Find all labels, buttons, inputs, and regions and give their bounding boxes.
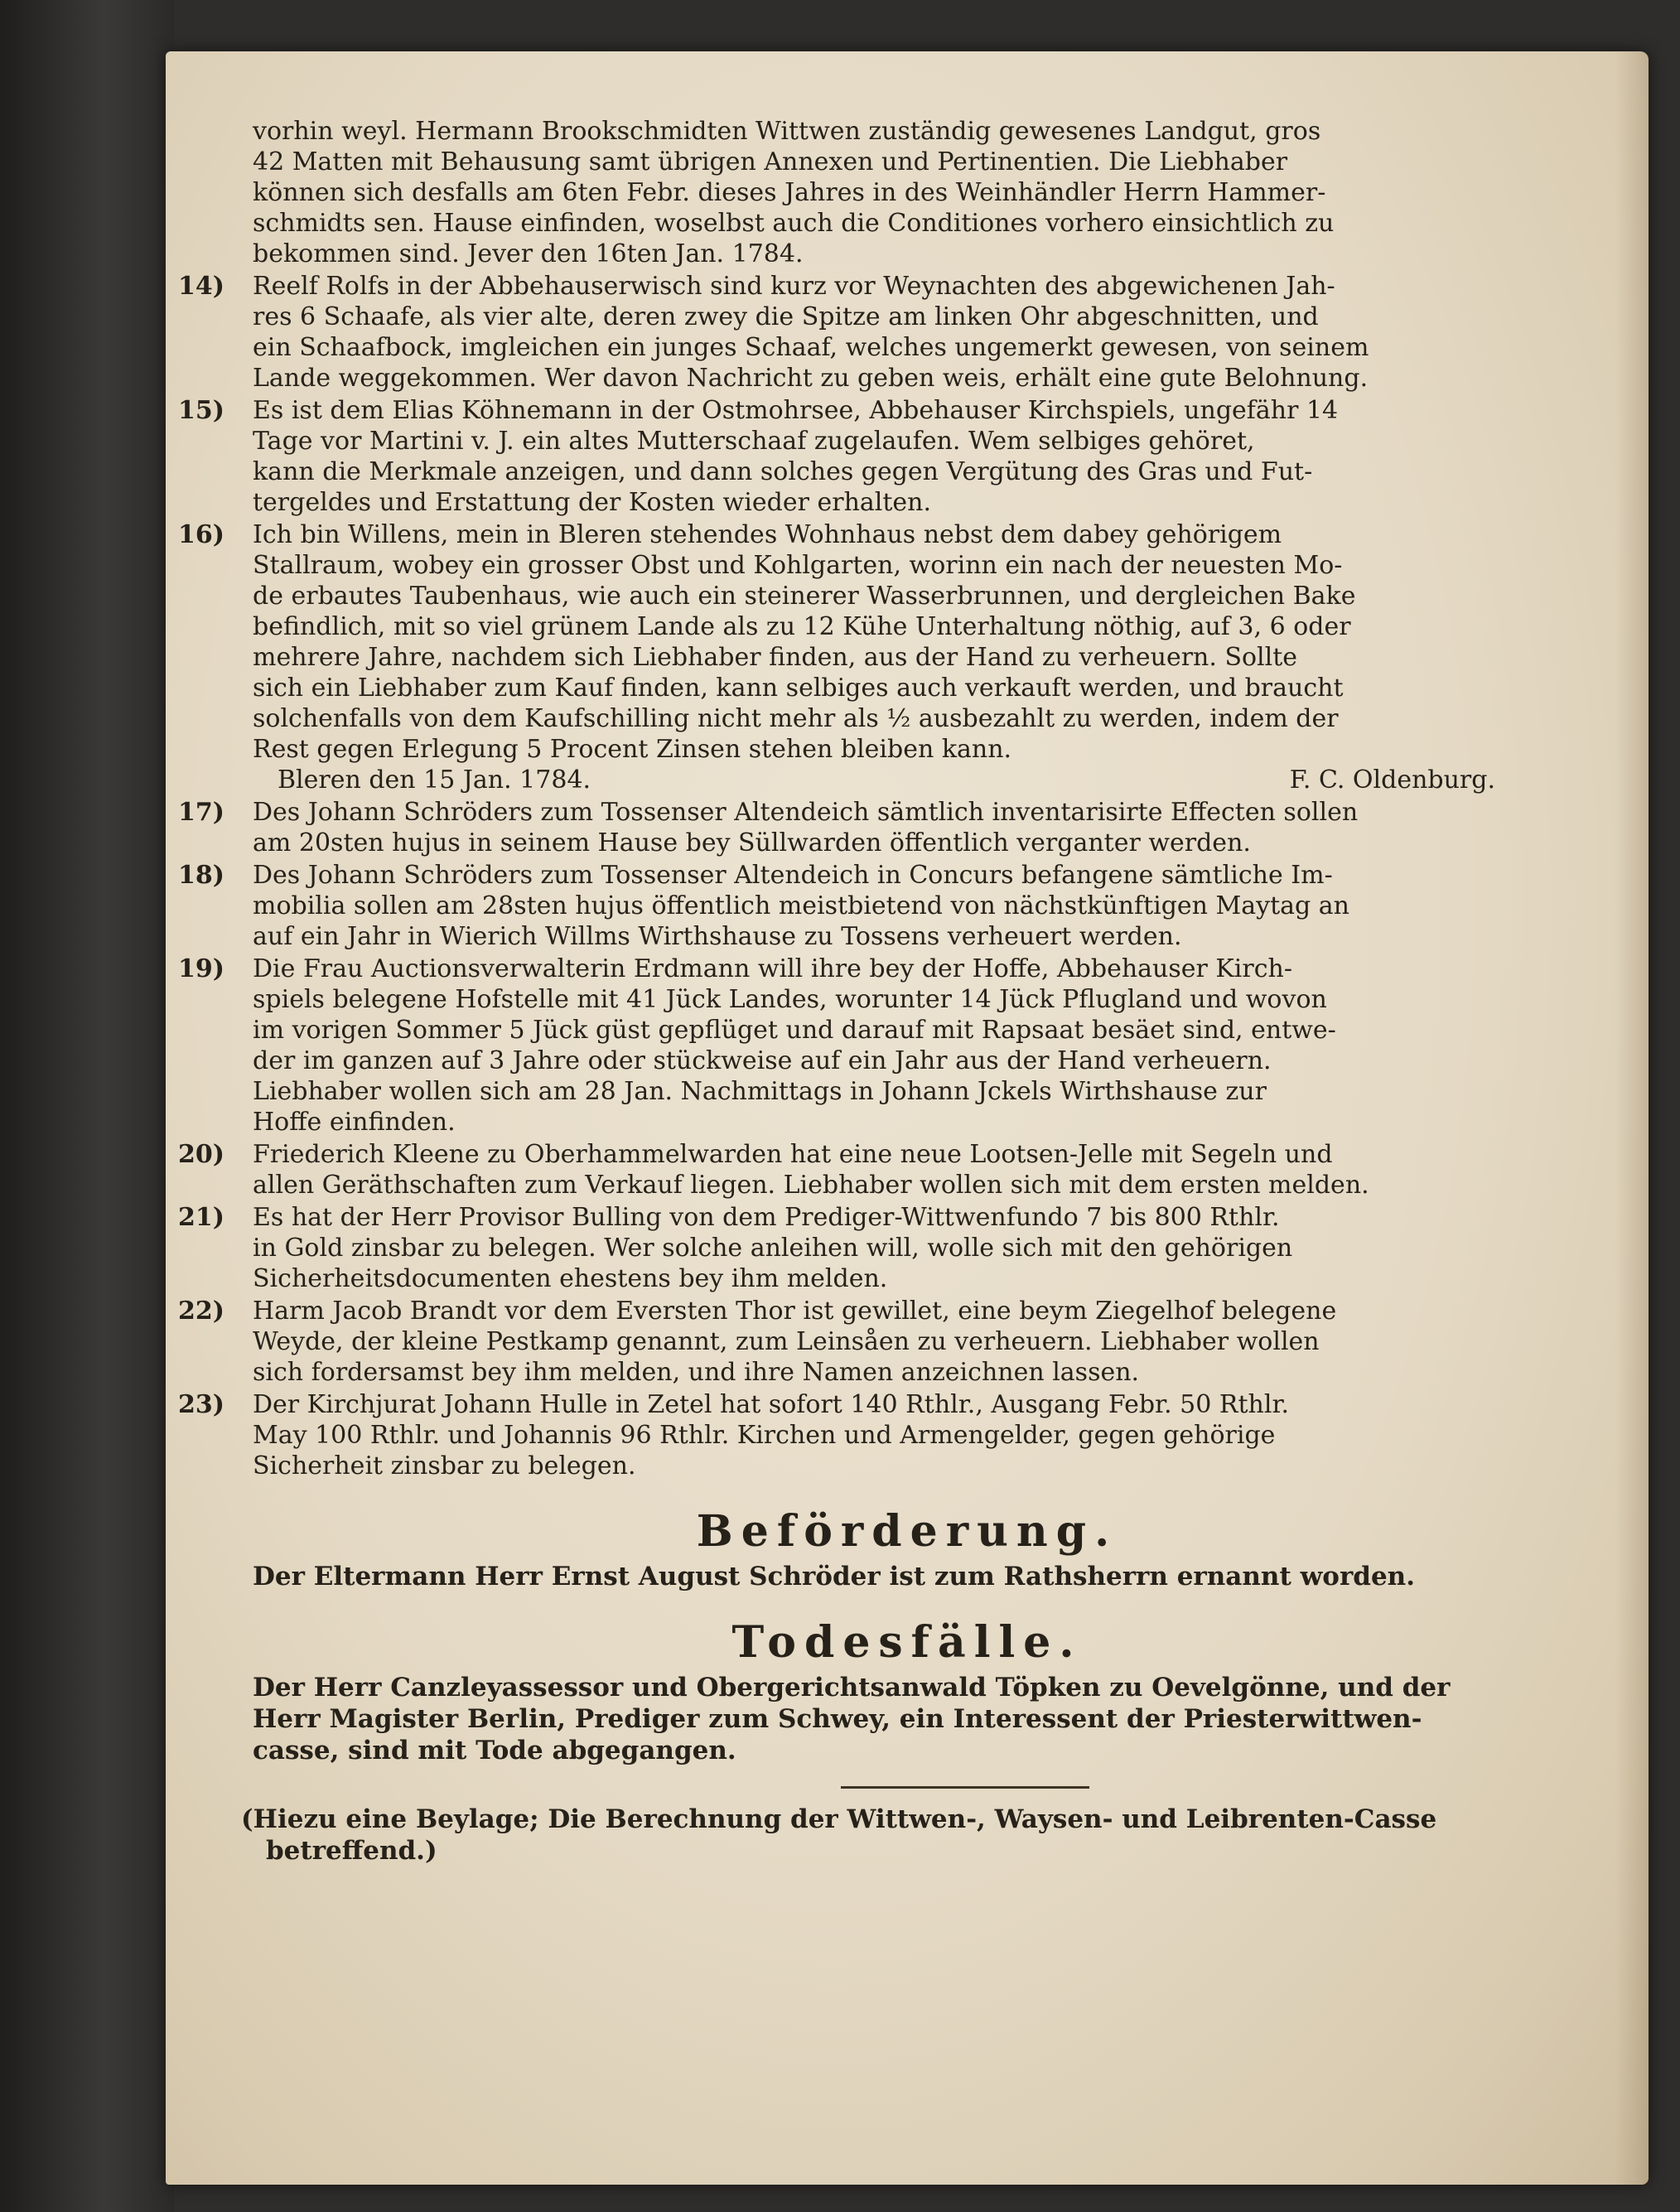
text-line: Friederich Kleene zu Oberhammelwarden hat eine neue Lootsen-Jelle mit Segeln und xyxy=(253,1140,1333,1169)
text-line: Tage vor Martini v. J. ein altes Mutterschaaf zugelaufen. Wem selbiges gehöret, xyxy=(253,427,1255,456)
section-text-deaths xyxy=(253,1672,1562,1766)
signature: F. C. Oldenburg. xyxy=(1289,766,1495,794)
text-line: Ich bin Willens, mein in Bleren stehendes Wohnhaus nebst dem dabey gehörigem xyxy=(253,520,1282,549)
text-line: 42 Matten mit Behausung samt übrigen Annexen und Pertinentien. Die Liebhaber xyxy=(253,147,1288,176)
text-line: Sicherheitsdocumenten ehestens bey ihm melden. xyxy=(253,1264,888,1293)
text-line: sich fordersamst bey ihm melden, und ihre Namen anzeichnen lassen. xyxy=(253,1358,1140,1387)
entry-23 xyxy=(178,1389,1562,1481)
section-heading-promotion: Beförderung. xyxy=(696,1506,1118,1557)
entry-number: 15) xyxy=(178,396,224,425)
text-line: May 100 Rthlr. und Johannis 96 Rthlr. Kirchen und Armengelder, gegen gehörige xyxy=(253,1421,1276,1450)
text-line: bekommen sind. Jever den 16ten Jan. 1784. xyxy=(253,239,804,268)
text-line: Rest gegen Erlegung 5 Procent Zinsen stehen bleiben kann. xyxy=(253,735,1012,764)
text-line: kann die Merkmale anzeigen, und dann solches gegen Vergütung des Gras und Fut- xyxy=(253,457,1313,486)
book-binding xyxy=(0,0,174,2212)
text-line: Harm Jacob Brandt vor dem Eversten Thor ist gewillet, eine beym Ziegelhof belegene xyxy=(253,1297,1337,1326)
supplement-note xyxy=(241,1804,1562,1867)
text-line: Es hat der Herr Provisor Bulling von dem Prediger-Wittwenfundo 7 bis 800 Rthlr. xyxy=(253,1203,1280,1232)
entry-number: 14) xyxy=(178,272,224,301)
entry-22 xyxy=(178,1296,1562,1388)
entry-number: 19) xyxy=(178,954,224,983)
entry-20 xyxy=(178,1139,1562,1200)
entry-number: 23) xyxy=(178,1390,224,1419)
text-line: schmidts sen. Hause einfinden, woselbst auch die Conditiones vorhero einsichtlich zu xyxy=(253,209,1335,238)
text-line: Des Johann Schröders zum Tossenser Altendeich sämtlich inventarisirte Effecten sollen xyxy=(253,798,1359,827)
text-line: im vorigen Sommer 5 Jück güst gepflüget und darauf mit Rapsaat besäet sind, entwe- xyxy=(253,1016,1336,1045)
text-line: mehrere Jahre, nachdem sich Liebhaber finden, aus der Hand zu verheuern. Sollte xyxy=(253,643,1298,672)
text-line: Sicherheit zinsbar zu belegen. xyxy=(253,1451,636,1480)
text-line: vorhin weyl. Hermann Brookschmidten Wittwen zuständig gewesenes Landgut, gros xyxy=(253,117,1321,146)
text-line: Reelf Rolfs in der Abbehauserwisch sind kurz vor Weynachten des abgewichenen Jah- xyxy=(253,272,1335,301)
entry-14 xyxy=(178,271,1562,394)
place-date: Bleren den 15 Jan. 1784. xyxy=(278,766,591,794)
entry-21 xyxy=(178,1202,1562,1294)
text-line: in Gold zinsbar zu belegen. Wer solche anleihen will, wolle sich mit den gehörigen xyxy=(253,1234,1293,1263)
text-line: Hoffe einfinden. xyxy=(253,1108,456,1137)
text-line: Lande weggekommen. Wer davon Nachricht zu geben weis, erhält eine gute Belohnung. xyxy=(253,364,1369,393)
text-line: auf ein Jahr in Wierich Willms Wirthshause zu Tossens verheuert werden. xyxy=(253,922,1182,951)
page-text xyxy=(178,116,1562,1867)
place-date-signature xyxy=(253,765,1495,795)
text-line: der im ganzen auf 3 Jahre oder stückweise auf ein Jahr aus der Hand verheuern. xyxy=(253,1046,1272,1075)
text-line: ein Schaafbock, imgleichen ein junges Schaaf, welches ungemerkt gewesen, von seinem xyxy=(253,333,1369,362)
text-line: Die Frau Auctionsverwalterin Erdmann will ihre bey der Hoffe, Abbehauser Kirch- xyxy=(253,954,1292,983)
text-line: solchenfalls von dem Kaufschilling nicht mehr als ½ ausbezahlt zu werden, indem der xyxy=(253,704,1339,733)
text-line: Der Herr Canzleyassessor und Obergerichtsanwald Töpken zu Oevelgönne, und der xyxy=(253,1673,1451,1702)
text-line: Es ist dem Elias Köhnemann in der Ostmohrsee, Abbehauser Kirchspiels, ungefähr 14 xyxy=(253,396,1339,425)
text-line: am 20sten hujus in seinem Hause bey Süllwarden öffentlich verganter werden. xyxy=(253,828,1251,857)
entry-number: 17) xyxy=(178,798,224,827)
text-line: de erbautes Taubenhaus, wie auch ein steinerer Wasserbrunnen, und dergleichen Bake xyxy=(253,582,1356,611)
text-line: allen Geräthschaften zum Verkauf liegen. Liebhaber wollen sich mit dem ersten melden. xyxy=(253,1171,1369,1200)
text-line: sich ein Liebhaber zum Kauf finden, kann selbiges auch verkauft werden, und braucht xyxy=(253,674,1344,703)
entry-number: 18) xyxy=(178,861,224,890)
text-line: Liebhaber wollen sich am 28 Jan. Nachmittags in Johann Jckels Wirthshause zur xyxy=(253,1077,1267,1106)
text-line: casse, sind mit Tode abgegangen. xyxy=(253,1736,736,1765)
entry-18 xyxy=(178,860,1562,952)
text-line: res 6 Schaafe, als vier alte, deren zwey die Spitze am linken Ohr abgeschnitten, und xyxy=(253,302,1319,331)
text-line: Stallraum, wobey ein grosser Obst und Kohlgarten, worinn ein nach der neuesten Mo- xyxy=(253,551,1343,580)
text-line: Herr Magister Berlin, Prediger zum Schwey, ein Interessent der Priesterwittwen- xyxy=(253,1704,1422,1734)
page-edge-shadow xyxy=(1615,51,1649,2185)
text-line: (Hiezu eine Beylage; Die Berechnung der Wittwen-, Waysen- und Leibrenten-Casse xyxy=(241,1804,1437,1834)
section-text-promotion xyxy=(253,1561,1562,1592)
text-line: können sich desfalls am 6ten Febr. dieses Jahres in des Weinhändler Herrn Hammer- xyxy=(253,178,1326,207)
entry-number: 21) xyxy=(178,1203,224,1232)
entry-17 xyxy=(178,797,1562,858)
section-heading-deaths: Todesfälle. xyxy=(731,1617,1083,1668)
entry-19 xyxy=(178,954,1562,1137)
text-line: Der Kirchjurat Johann Hulle in Zetel hat sofort 140 Rthlr., Ausgang Febr. 50 Rthlr. xyxy=(253,1390,1290,1419)
text-line: Des Johann Schröders zum Tossenser Altendeich in Concurs befangene sämtliche Im- xyxy=(253,861,1333,890)
text-line: Weyde, der kleine Pestkamp genannt, zum Leinsåen zu verheuern. Liebhaber wollen xyxy=(253,1327,1320,1356)
divider-rule xyxy=(841,1786,1089,1789)
text-line: tergeldes und Erstattung der Kosten wieder erhalten. xyxy=(253,488,932,517)
text-line: mobilia sollen am 28sten hujus öffentlich meistbietend von nächstkünftigen Maytag an xyxy=(253,891,1349,920)
text-line: spiels belegene Hofstelle mit 41 Jück Landes, worunter 14 Jück Pflugland und wovon xyxy=(253,985,1327,1014)
entry-15 xyxy=(178,395,1562,518)
entry-number: 20) xyxy=(178,1140,224,1169)
text-line: Der Eltermann Herr Ernst August Schröder ist zum Rathsherrn ernannt worden. xyxy=(253,1562,1416,1591)
text-line: befindlich, mit so viel grünem Lande als zu 12 Kühe Unterhaltung nöthig, auf 3, 6 oder xyxy=(253,612,1351,641)
entry-continuation xyxy=(253,116,1562,269)
entry-number: 16) xyxy=(178,520,224,549)
entry-16 xyxy=(178,519,1562,795)
text-line: betreffend.) xyxy=(266,1836,437,1866)
entry-number: 22) xyxy=(178,1297,224,1326)
